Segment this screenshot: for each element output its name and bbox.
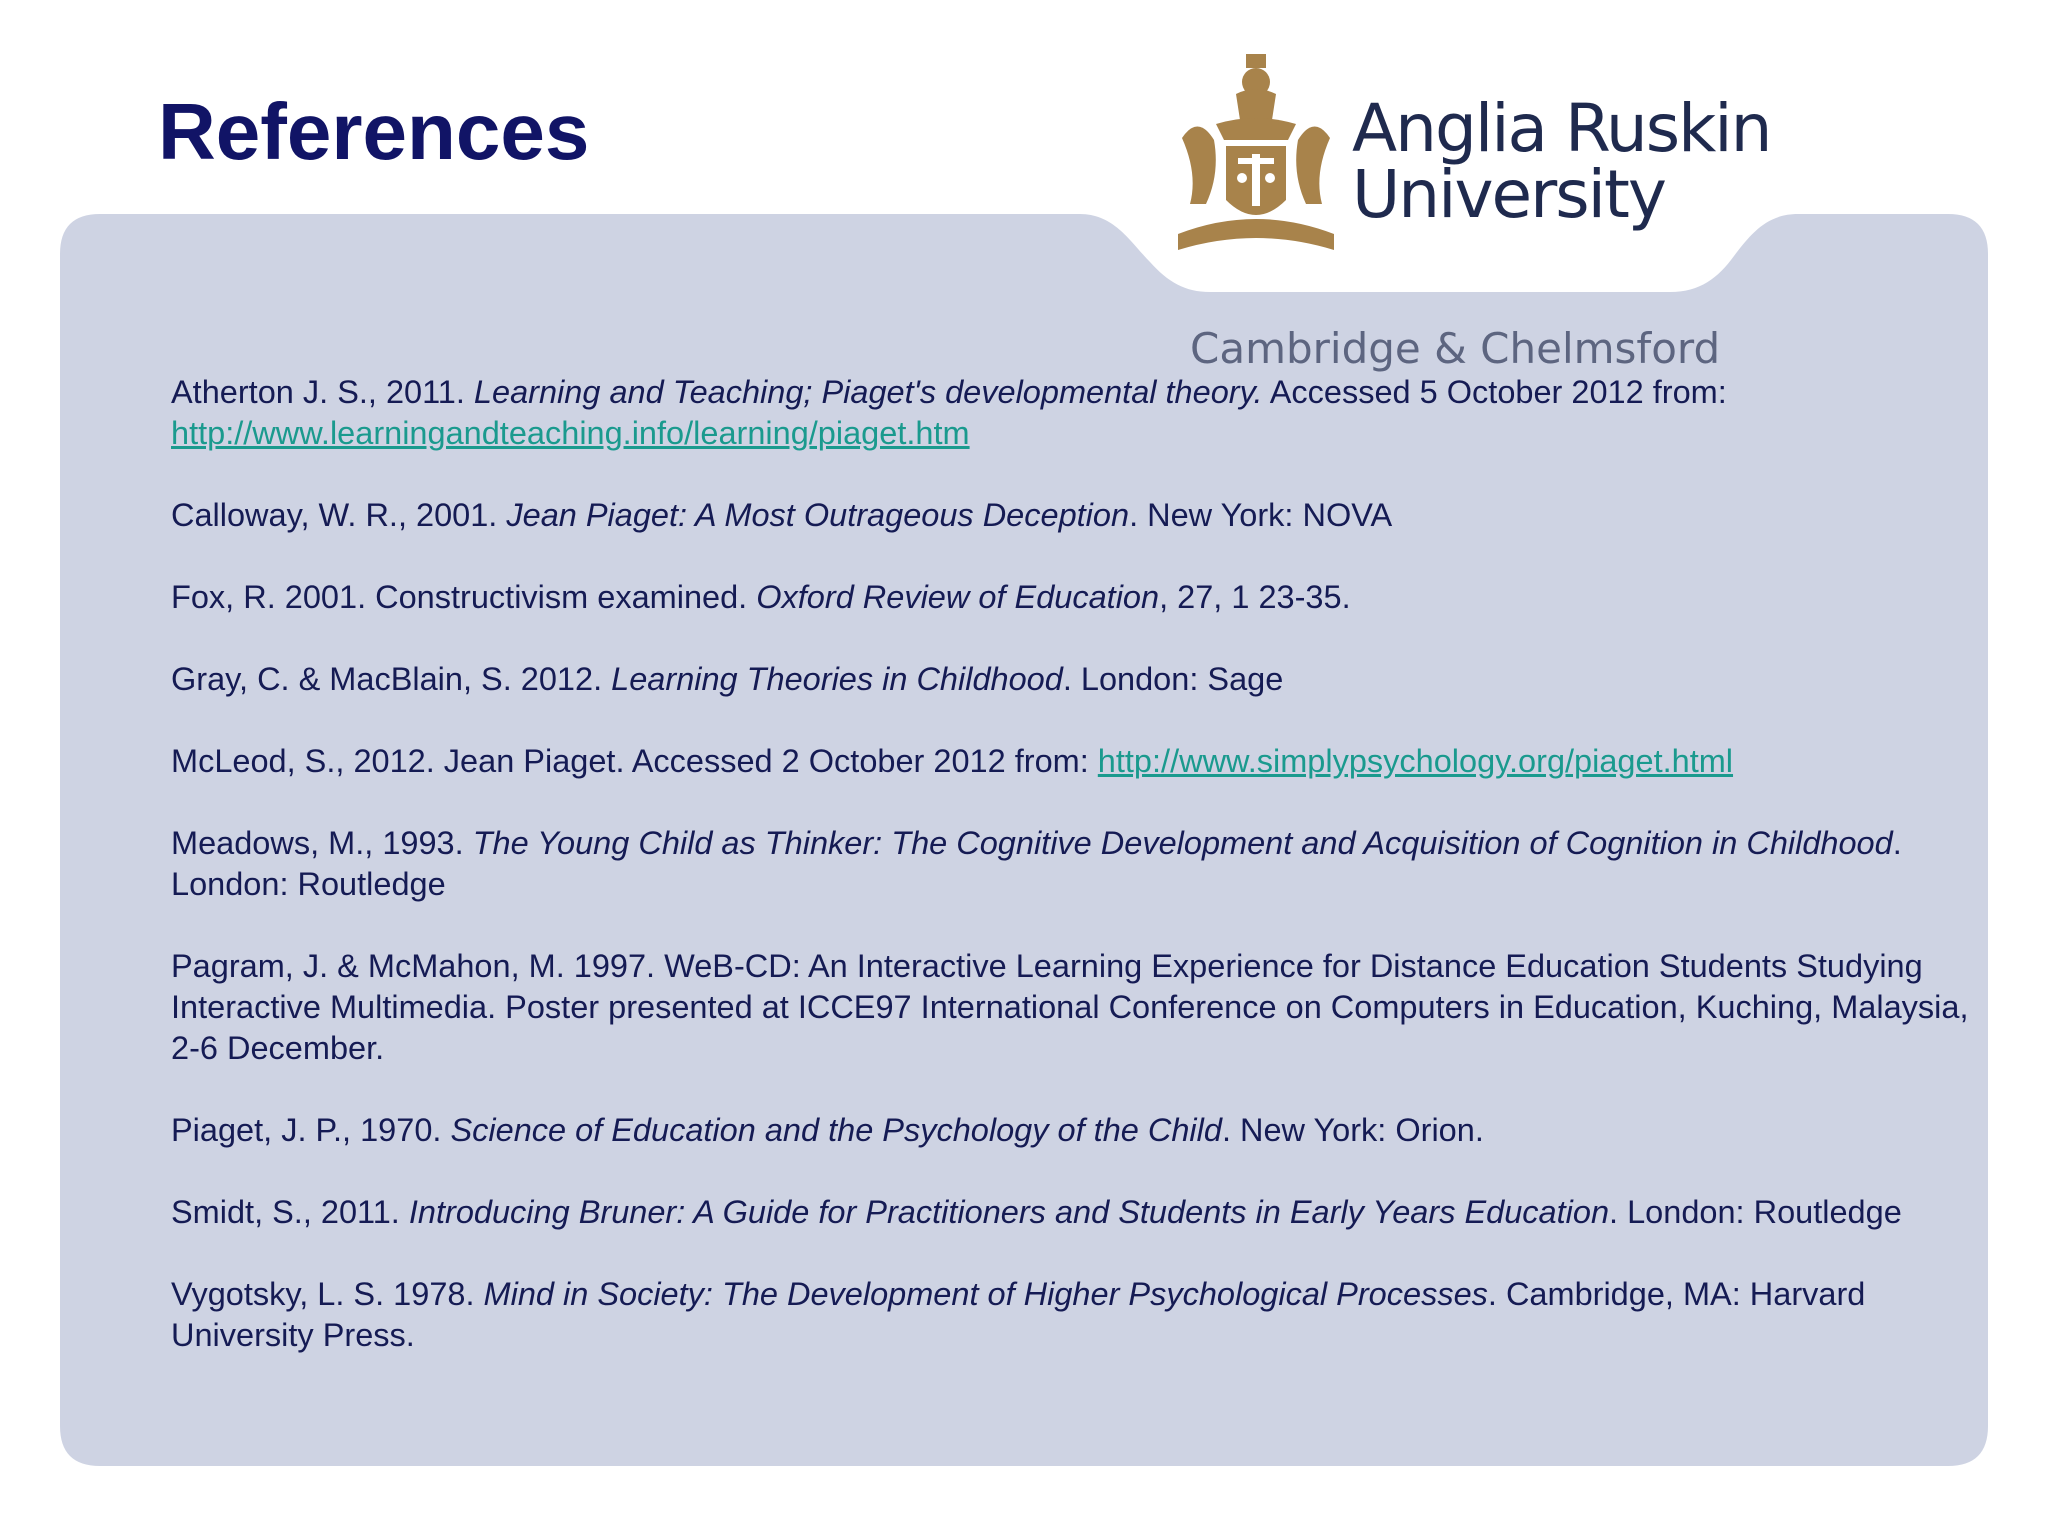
- reference-item: [171, 946, 1971, 1069]
- reference-item: [171, 741, 1971, 782]
- reference-title: Oxford Review of Education: [756, 579, 1160, 615]
- reference-text: Fox, R. 2001. Constructivism examined.: [171, 579, 757, 615]
- reference-item: [171, 372, 1971, 454]
- reference-text: Piaget, J. P., 1970.: [171, 1112, 451, 1148]
- reference-title: The Young Child as Thinker: The Cognitive Development and Acquisition of Cognition in Childhood: [472, 825, 1893, 861]
- reference-title: Jean Piaget: A Most Outrageous Deception: [506, 497, 1130, 533]
- reference-link[interactable]: http://www.simplypsychology.org/piaget.html: [1097, 743, 1734, 779]
- reference-text: , 27, 1 23-35.: [1159, 579, 1351, 615]
- reference-text: . London: Sage: [1062, 661, 1284, 697]
- university-name-line1: Anglia Ruskin: [1352, 90, 1771, 167]
- reference-item: [171, 495, 1971, 536]
- reference-text: Accessed 5 October 2012 from:: [1262, 374, 1727, 410]
- reference-item: [171, 1110, 1971, 1151]
- university-name: [1352, 90, 1771, 233]
- reference-item: [171, 577, 1971, 618]
- reference-item: [171, 823, 1971, 905]
- reference-title: Learning and Teaching; Piaget's developmental theory.: [473, 374, 1263, 410]
- reference-title: Learning Theories in Childhood: [611, 661, 1063, 697]
- reference-text: Gray, C. & MacBlain, S. 2012.: [171, 661, 612, 697]
- reference-item: [171, 659, 1971, 700]
- reference-text: McLeod, S., 2012. Jean Piaget. Accessed 2 October 2012 from:: [171, 743, 1098, 779]
- reference-text: Atherton J. S., 2011.: [171, 374, 474, 410]
- reference-text: Smidt, S., 2011.: [171, 1194, 409, 1230]
- reference-text: Pagram, J. & McMahon, M. 1997. WeB-CD: An Interactive Learning Experience for Distance Education Students Studying Interactive Multimedia. Poster presented at ICCE97 International Conference on Computers in Education, Kuching, Malaysia, 2-6 December.: [171, 948, 1969, 1066]
- reference-text: . London: Routledge: [1609, 1194, 1902, 1230]
- reference-title: Science of Education and the Psychology of the Child: [450, 1112, 1222, 1148]
- page-title: References: [158, 87, 590, 176]
- reference-item: [171, 1192, 1971, 1233]
- reference-link[interactable]: http://www.learningandteaching.info/learning/piaget.htm: [171, 415, 970, 451]
- campus-label: Cambridge & Chelmsford: [1190, 324, 1721, 373]
- reference-text: Meadows, M., 1993.: [171, 825, 473, 861]
- reference-title: Mind in Society: The Development of Higher Psychological Processes: [483, 1276, 1488, 1312]
- reference-list: [171, 372, 1971, 1397]
- reference-title: Introducing Bruner: A Guide for Practitioners and Students in Early Years Education: [408, 1194, 1610, 1230]
- university-crest-icon: [1176, 54, 1336, 258]
- reference-text: . New York: NOVA: [1129, 497, 1393, 533]
- reference-text: . New York: Orion.: [1221, 1112, 1484, 1148]
- reference-text: . London: Routledge: [171, 825, 1902, 902]
- reference-text: . Cambridge, MA: Harvard University Press.: [171, 1276, 1866, 1353]
- university-name-line2: University: [1352, 156, 1665, 233]
- reference-text: Vygotsky, L. S. 1978.: [171, 1276, 484, 1312]
- reference-item: [171, 1274, 1971, 1356]
- reference-text: Calloway, W. R., 2001.: [171, 497, 507, 533]
